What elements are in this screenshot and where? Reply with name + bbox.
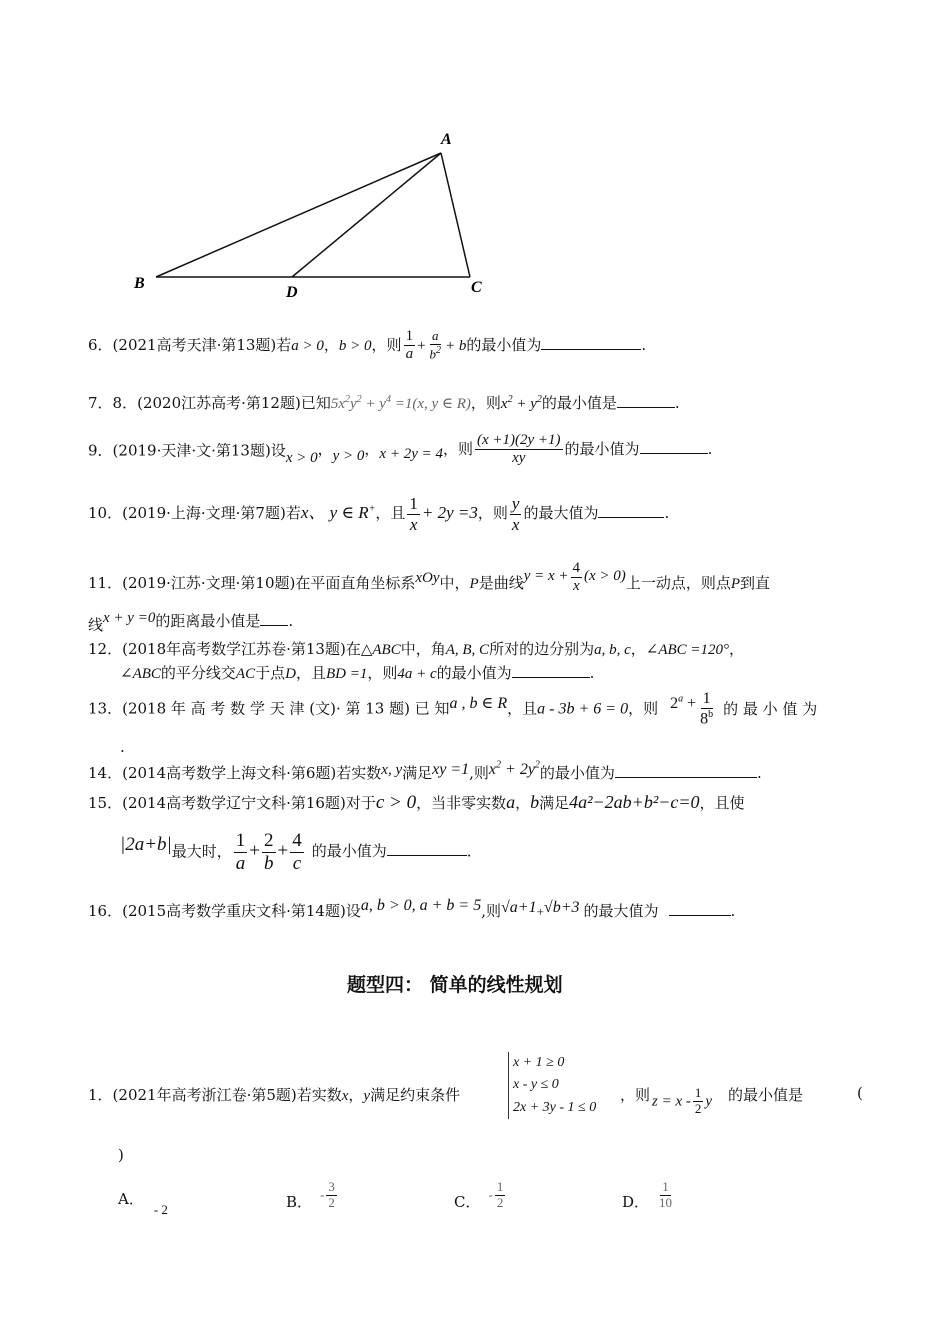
- problem-9: 9．(2019·天津·文·第13题)设x > 0，y > 0，x + 2y = 4，则 $\frac{(x +1)(2y +1)}{xy}$ 的最小值为 .: [88, 432, 713, 467]
- answer-blank[interactable]: [260, 613, 288, 626]
- vertex-label-c: C: [471, 279, 482, 296]
- problem-13-line2: .: [120, 738, 125, 756]
- fraction: $\frac{a}{b^2}$: [429, 328, 442, 362]
- fraction: $\frac{(x +1)(2y +1)}{xy}$: [477, 432, 561, 467]
- answer-paren-open: (: [857, 1084, 863, 1102]
- fraction: $\frac{1}{2}$: [496, 1179, 504, 1210]
- problem-14: 14．(2014高考数学上海文科·第6题)若实数x, y满足xy =1,则$x^2 + 2y^2$的最小值为 .: [88, 759, 762, 782]
- constraint-system: x + 1 ≥ 0 x - y ≤ 0 2x + 3y - 1 ≤ 0: [508, 1052, 596, 1119]
- option-b[interactable]: B． - $\frac{3}{2}$: [286, 1179, 335, 1212]
- answer-blank[interactable]: [669, 903, 731, 916]
- vertex-label-d: D: [286, 284, 298, 301]
- fraction: $\frac{3}{2}$: [328, 1179, 335, 1210]
- problem-12-line2: ∠ABC的平分线交AC于点D，且BD =1，则4a + c的最小值为 .: [120, 664, 595, 682]
- problem-10: 10．(2019·上海·文理·第7题)若x、 y ∈ R+，且 $\frac{1}{x}$ + 2y =3，则 $\frac{y}{x}$ 的最大值为 .: [88, 494, 670, 534]
- fraction: $\frac{2}{b}$: [264, 830, 274, 874]
- lp-problem-1-suffix: 的最小值是: [728, 1086, 804, 1104]
- lp-problem-1: 1．(2021年高考浙江卷·第5题)若实数x，y满足约束条件: [88, 1086, 461, 1104]
- vertex-label-b: B: [134, 275, 145, 292]
- fraction: $\frac{1}{a}$: [405, 328, 414, 363]
- vertex-label-a: A: [441, 131, 452, 148]
- fraction: $\frac{4}{c}$: [292, 830, 302, 874]
- problem-15: 15．(2014高考数学辽宁文科·第16题)对于c > 0，当非零实数a，b满足4a²−2ab+b²−c=0，且使: [88, 792, 745, 813]
- problem-11: 11．(2019·江苏·文理·第10题)在平面直角坐标系xOy中，P是曲线y = x + $\frac{4}{x}$ (x > 0)上一动点，则点P到直: [88, 560, 771, 595]
- answer-blank[interactable]: [640, 441, 708, 454]
- problem-16: 16．(2015高考数学重庆文科·第14题)设a, b > 0, a + b = 5,则√a+1+√b+3 的最大值为 .: [88, 897, 736, 920]
- problem-11-line2: 线x + y =0的距离最小值是 .: [88, 610, 294, 634]
- answer-blank[interactable]: [541, 337, 641, 350]
- option-d[interactable]: D． $\frac{1}{10}$: [622, 1179, 673, 1212]
- segment-ad: [292, 153, 441, 277]
- answer-blank[interactable]: [617, 395, 675, 408]
- problem-13: 13．(2018 年 高 考 数 学 天 津 (文)· 第 13 题) 已 知a , b ∈ R，且a - 3b + 6 = 0，则 2$^a$ + $\frac{1}{8^b}$ 的 最 小 值 为: [88, 690, 818, 728]
- fraction: $\frac{1}{2}$: [694, 1085, 702, 1116]
- problem-6: 6．(2021高考天津·第13题)若a > 0，b > 0，则 $\frac{1}{a}$ + $\frac{a}{b^2}$ + b的最小值为 .: [88, 328, 647, 363]
- fraction: $\frac{1}{x}$: [409, 494, 418, 534]
- option-a[interactable]: A．- 2: [118, 1190, 168, 1217]
- fraction: $\frac{y}{x}$: [511, 494, 520, 534]
- objective-function: z = x - $\frac{1}{2}$ y: [652, 1085, 713, 1116]
- problem-7: 7．8．(2020江苏高考·第12题)已知$5x^2y^2 + y^4 =1(x$, y ∈ R)，则$x^2 + y^2$的最小值是 .: [88, 394, 680, 412]
- answer-blank[interactable]: [615, 765, 757, 778]
- fraction: $\frac{4}{x}$: [572, 560, 581, 595]
- side-ab: [156, 153, 441, 277]
- side-ac: [441, 153, 470, 277]
- fraction: $\frac{1}{8^b}$: [700, 690, 714, 728]
- fraction: $\frac{1}{10}$: [659, 1179, 673, 1210]
- triangle-figure: [120, 120, 500, 305]
- problem-15-line2: |2a+b|最大时， $\frac{1}{a}$ + $\frac{2}{b}$ + $\frac{4}{c}$ 的最小值为 .: [120, 830, 472, 874]
- answer-blank[interactable]: [512, 665, 590, 678]
- answer-blank[interactable]: [387, 843, 467, 856]
- section-title: 题型四： 简单的线性规划: [347, 974, 563, 996]
- lp-problem-1-objective: ，则: [620, 1086, 651, 1104]
- answer-paren-close: ): [118, 1146, 124, 1164]
- option-c[interactable]: C． - $\frac{1}{2}$: [454, 1179, 504, 1212]
- problem-12: 12．(2018年高考数学江苏卷·第13题)在△ABC中，角A, B, C所对的边分别为a, b, c，∠ABC =120°，: [88, 640, 745, 658]
- answer-blank[interactable]: [598, 505, 664, 518]
- fraction: $\frac{1}{a}$: [235, 830, 246, 874]
